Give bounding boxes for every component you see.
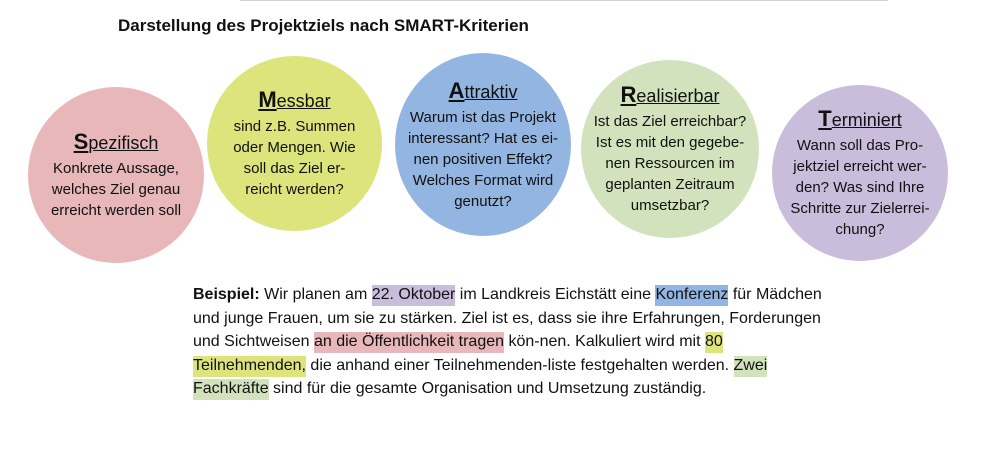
circle-description: Ist das Ziel erreichbar? Ist es mit den gegebe- nen Ressourcen im geplanten Zeitraum umsetzbar? bbox=[593, 113, 747, 214]
circle-initial: T bbox=[818, 106, 832, 131]
circle-description: Warum ist das Projekt interessant? Hat es ei- nen positiven Effekt? Welches Format wird genutzt? bbox=[407, 108, 559, 210]
example-text: für Mädchen und junge Frauen, um sie zu stärken. Ziel ist es, dass sie ihre Erfahrungen, Forderungen und Sichtweisen bbox=[193, 286, 822, 350]
highlight-goal: an die Öffentlichkeit tragen bbox=[314, 332, 504, 353]
circle-heading bbox=[74, 129, 159, 155]
circle-attraktiv bbox=[395, 53, 571, 236]
highlight-staff: Zwei Fachkräfte bbox=[193, 356, 767, 401]
circle-realisierbar bbox=[581, 60, 759, 238]
circle-heading bbox=[818, 106, 901, 132]
highlight-participants: 80 Teilnehmenden, bbox=[193, 332, 723, 377]
example-text: Wir planen am bbox=[259, 286, 372, 303]
circle-heading bbox=[621, 82, 720, 108]
circle-heading-rest: erminiert bbox=[831, 110, 902, 130]
circle-heading bbox=[258, 87, 330, 113]
circle-heading-rest: ttraktiv bbox=[464, 81, 518, 102]
example-text: im Landkreis Eichstätt eine bbox=[455, 286, 656, 303]
circle-spezifisch bbox=[28, 87, 204, 263]
example-text: kön-nen. Kalkuliert wird mit bbox=[504, 333, 705, 350]
circle-heading-rest: pezifisch bbox=[88, 133, 159, 153]
circle-initial: A bbox=[448, 77, 465, 103]
example-text: sind für die gesamte Organisation und Umsetzung zuständig. bbox=[268, 380, 707, 397]
example-label: Beispiel: bbox=[193, 286, 260, 303]
circle-initial: S bbox=[73, 129, 89, 154]
highlight-date: 22. Oktober bbox=[372, 285, 456, 306]
example-text: die anhand einer Teilnehmenden-liste festgehalten werden. bbox=[305, 356, 734, 374]
circle-heading bbox=[449, 78, 518, 104]
circle-description: Konkrete Aussage, welches Ziel genau erreicht werden soll bbox=[50, 160, 182, 219]
example-paragraph bbox=[193, 283, 833, 420]
top-rule bbox=[240, 0, 888, 1]
page-title: Darstellung des Projektziels nach SMART-Kriterien bbox=[118, 16, 529, 35]
circle-messbar bbox=[207, 56, 382, 231]
circle-description: sind z.B. Summen oder Mengen. Wie soll das Ziel er- reicht werden? bbox=[233, 118, 356, 198]
circle-description: Wann soll das Pro- jektziel erreicht wer- den? Was sind Ihre Schritte zur Zielerrei- chung? bbox=[790, 137, 930, 238]
circle-heading-rest: ealisierbar bbox=[636, 86, 720, 106]
highlight-format: Konferenz bbox=[655, 285, 728, 306]
circle-heading-rest: essbar bbox=[276, 91, 331, 111]
circle-initial: R bbox=[620, 82, 637, 107]
circle-initial: M bbox=[258, 87, 277, 112]
circle-terminiert bbox=[772, 85, 948, 261]
